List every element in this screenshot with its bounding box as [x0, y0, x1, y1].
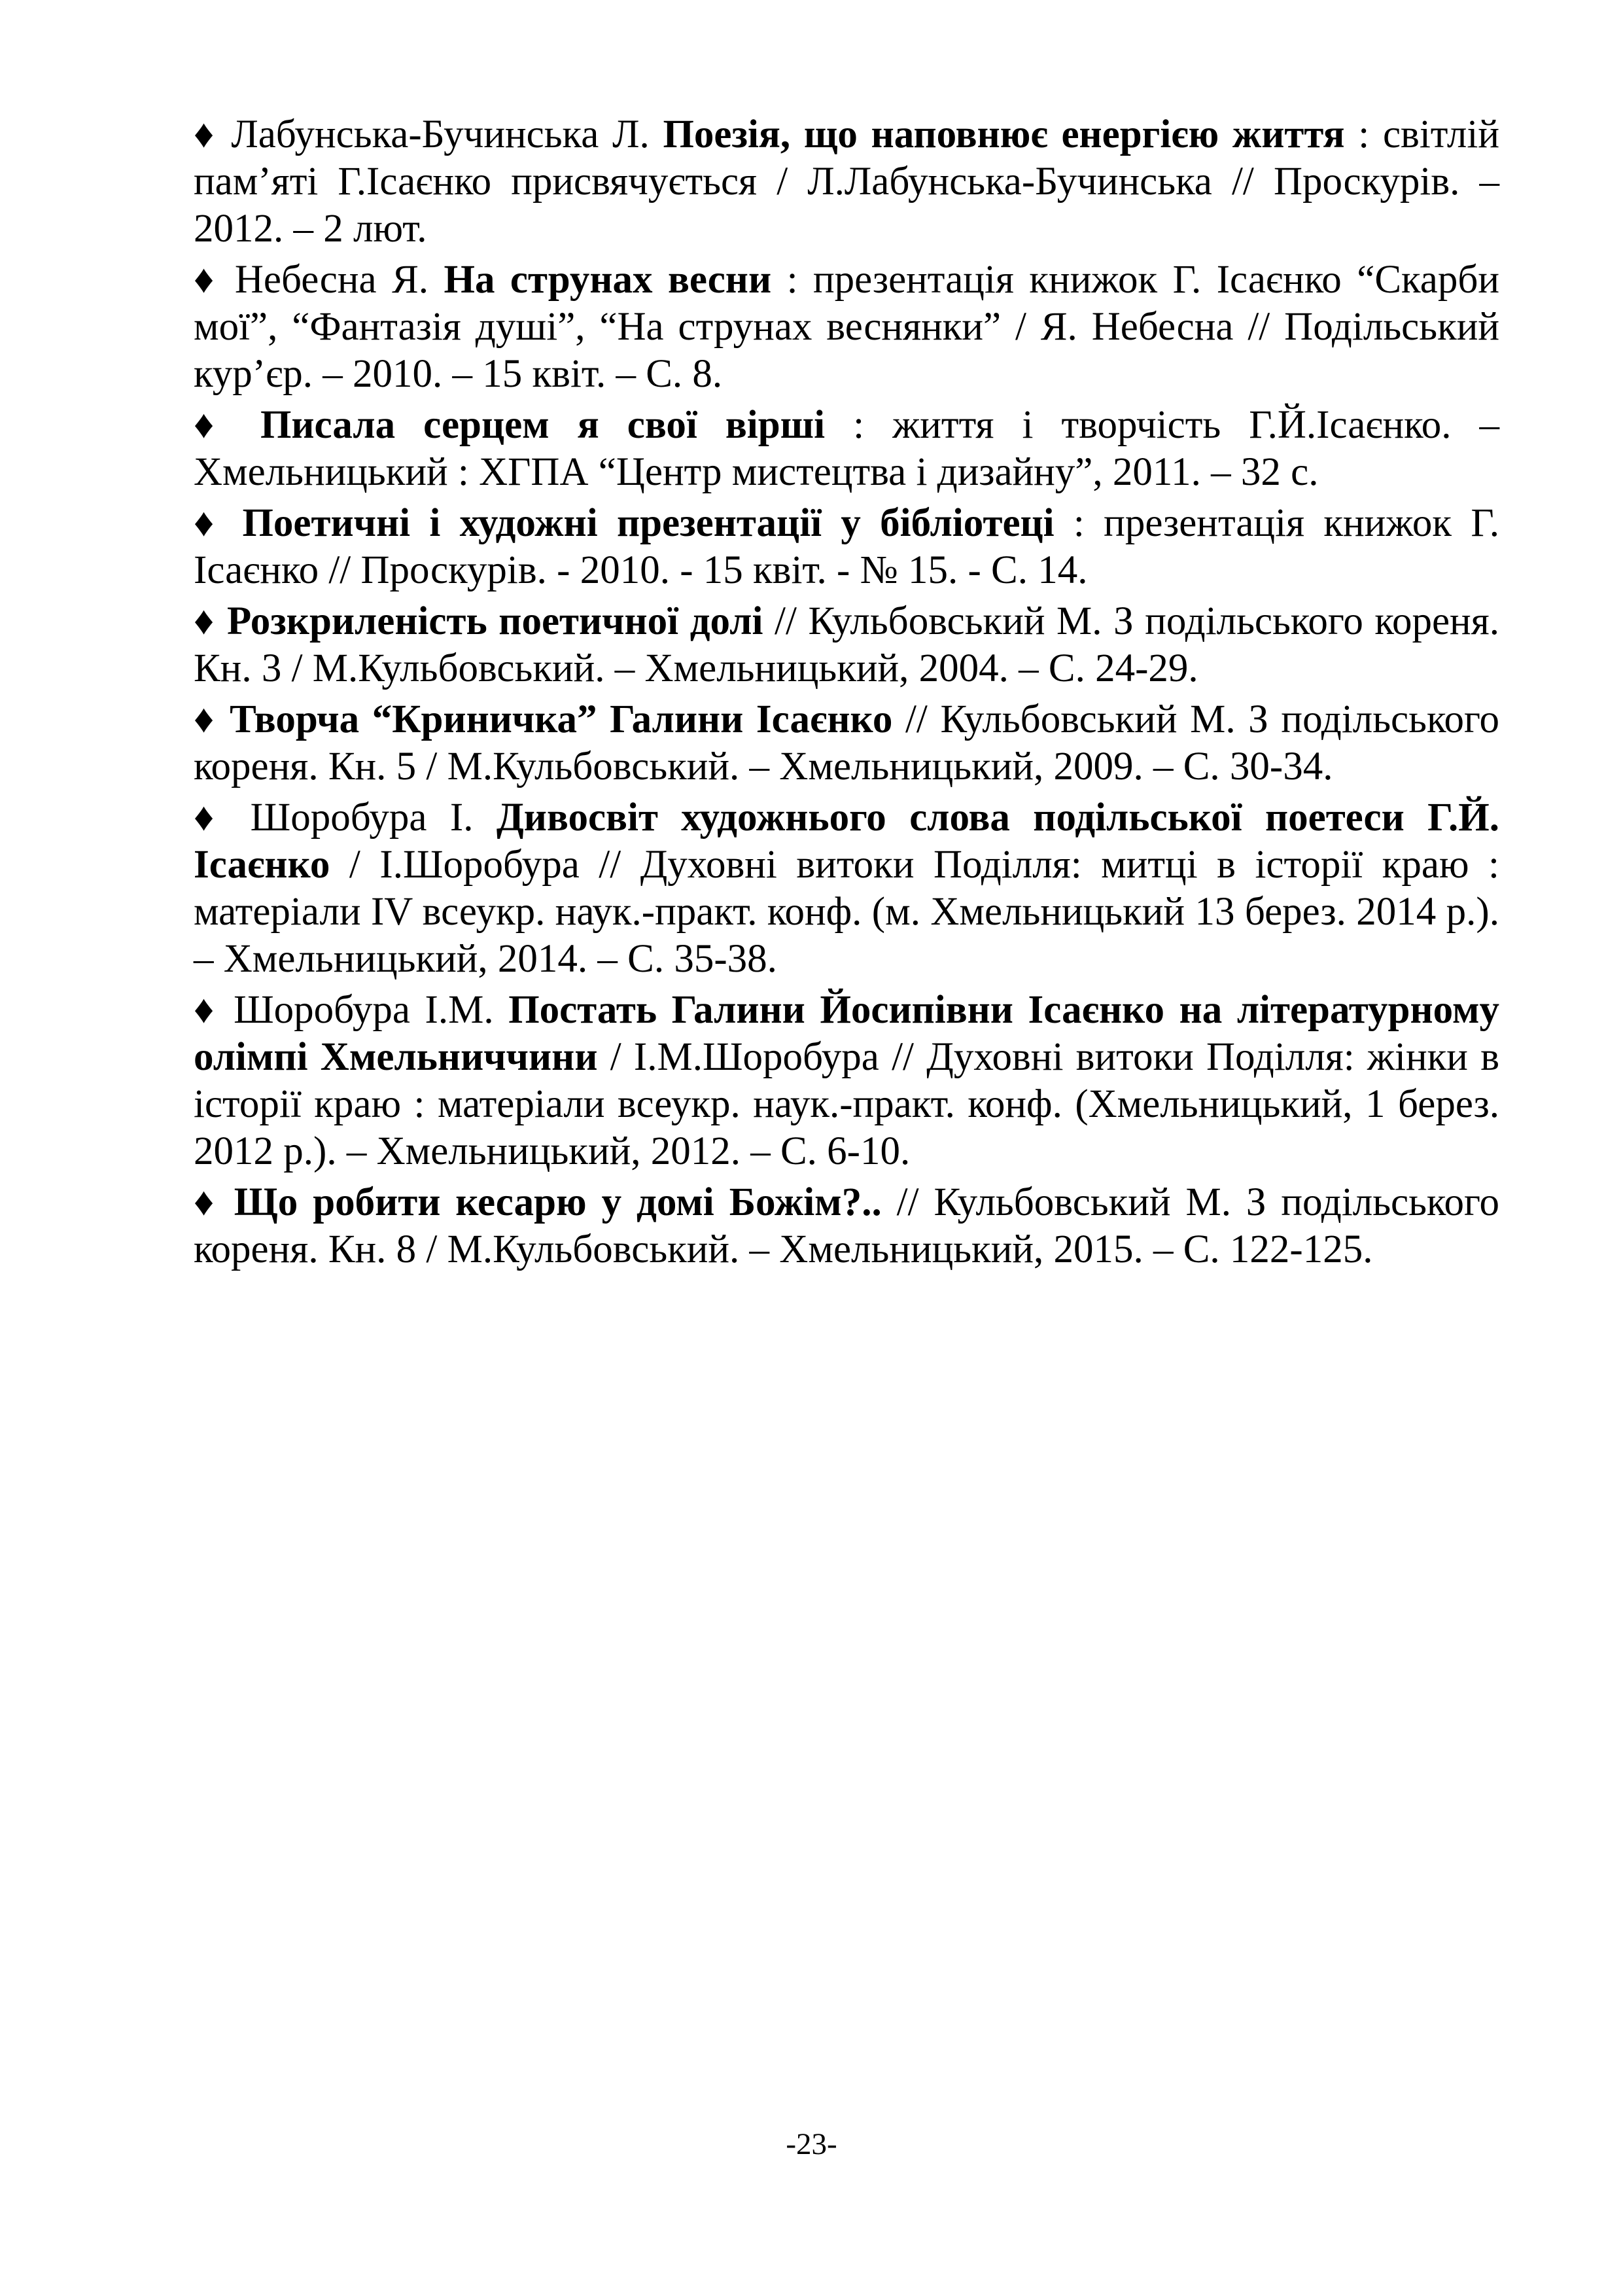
- entry-text: ♦: [194, 1180, 234, 1224]
- bibliography-entry: [194, 696, 1499, 790]
- entry-text: ♦: [194, 599, 228, 643]
- entry-title: Постать Галини Йосипівни Ісаєнко на літературному олімпі Хмельниччини: [194, 988, 1499, 1079]
- bibliography-entry: [194, 500, 1499, 594]
- entry-text: // Кульбовський М. З подільського кореня. Кн. 3 / М.Кульбовський. – Хмельницький, 2004. – С. 24-29.: [194, 599, 1499, 690]
- entry-text: // Кульбовський М. З подільського кореня. Кн. 5 / М.Кульбовський. – Хмельницький, 2009. – С. 30-34.: [194, 698, 1499, 788]
- bibliography-entry: [194, 1179, 1499, 1273]
- entry-text: / І.М.Шоробура // Духовні витоки Поділля: жінки в історії краю : матеріали всеукр. наук.-практ. конф. (Хмельницький, 1 берез. 2012 р.). – Хмельницький, 2012. – С. 6-10.: [194, 1035, 1499, 1173]
- entry-text: / І.Шоробура // Духовні витоки Поділля: митці в історії краю : матеріали IV всеукр. наук.-практ. конф. (м. Хмельницький 13 берез. 2014 р.). – Хмельницький, 2014. – С. 35-38.: [194, 843, 1499, 981]
- bibliography-entry: [194, 598, 1499, 692]
- entry-text: ♦: [194, 501, 243, 545]
- entry-title: На струнах весни: [444, 258, 772, 302]
- bibliography-entry: [194, 256, 1499, 398]
- entry-title: Що робити кесарю у домі Божім?..: [234, 1180, 882, 1224]
- entry-text: ♦: [194, 403, 260, 447]
- bibliography-entry: [194, 111, 1499, 253]
- bibliography-entry: [194, 402, 1499, 496]
- bibliography-entry: [194, 794, 1499, 983]
- page-number: -23-: [786, 2127, 837, 2161]
- entry-text: : життя і творчість Г.Й.Ісаєнко. – Хмельницький : ХГПА “Центр мистецтва і дизайну”, 2011. – 32 с.: [194, 403, 1499, 494]
- entry-title: Поетичні і художні презентації у бібліотеці: [242, 501, 1055, 545]
- entry-title: Дивосвіт художнього слова подільської поетеси Г.Й. Ісаєнко: [194, 796, 1499, 887]
- entry-text: ♦ Небесна Я.: [194, 258, 444, 302]
- entry-text: : світлій пам’яті Г.Ісаєнко присвячується / Л.Лабунська-Бучинська // Проскурів. – 2012. – 2 лют.: [194, 113, 1499, 251]
- entry-text: : презентація книжок Г. Ісаєнко // Проскурів. - 2010. - 15 квіт. - № 15. - С. 14.: [194, 501, 1499, 592]
- bibliography-list: [194, 111, 1499, 1277]
- bibliography-entry: [194, 987, 1499, 1175]
- entry-text: // Кульбовський М. З подільського кореня. Кн. 8 / М.Кульбовський. – Хмельницький, 2015. – С. 122-125.: [194, 1180, 1499, 1271]
- entry-text: ♦ Шоробура І.: [194, 796, 497, 839]
- entry-text: ♦ Лабунська-Бучинська Л.: [194, 113, 663, 156]
- entry-text: ♦ Шоробура І.М.: [194, 988, 509, 1032]
- entry-title: Поезія, що наповнює енергією життя: [663, 113, 1345, 156]
- entry-title: Розкриленість поетичної долі: [227, 599, 763, 643]
- entry-title: Творча “Криничка” Галини Ісаєнко: [230, 698, 893, 741]
- entry-text: : презентація книжок Г. Ісаєнко “Скарби мої”, “Фантазія душі”, “На струнах веснянки” / Я. Небесна // Подільський кур’єр. – 2010. – 15 квіт. – С. 8.: [194, 258, 1499, 396]
- entry-text: ♦: [194, 698, 230, 741]
- entry-title: Писала серцем я свої вірші: [260, 403, 826, 447]
